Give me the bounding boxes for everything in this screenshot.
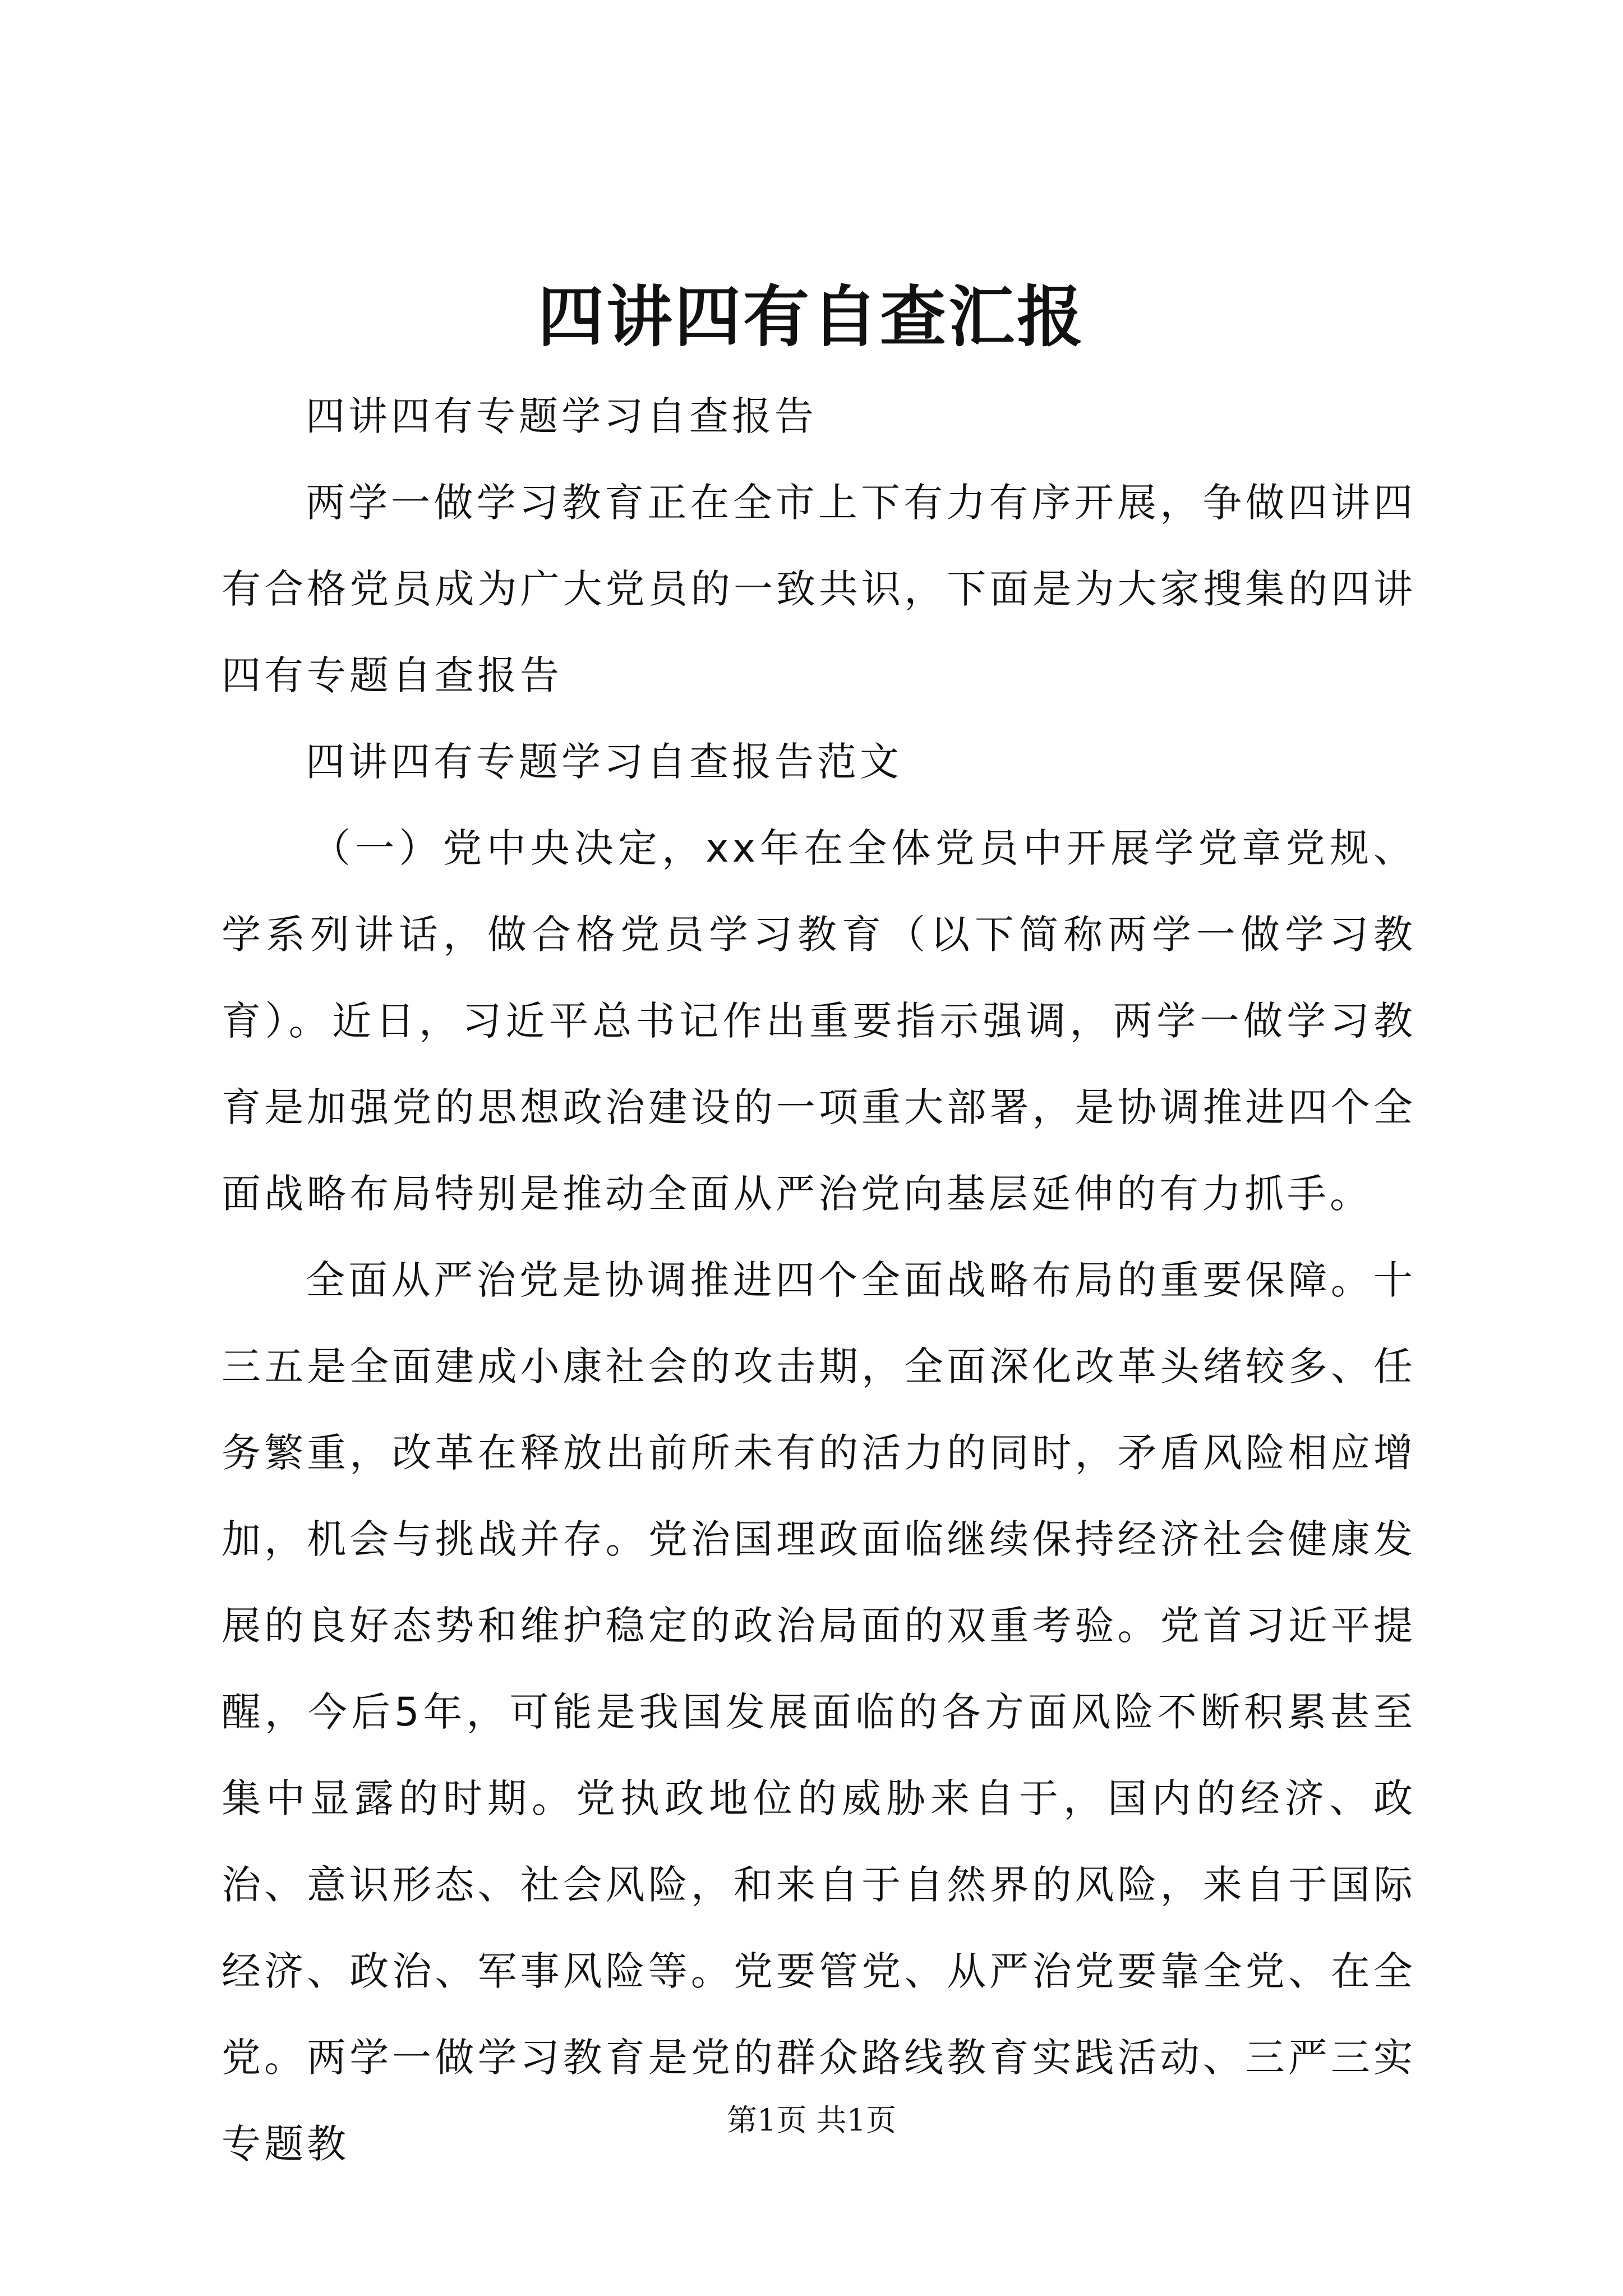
- paragraph-section-one: （一）党中央决定，xx年在全体党员中开展学党章党规、学系列讲话，做合格党员学习教育（以下简称两学一做学习教育）。近日，习近平总书记作出重要指示强调，两学一做学习教育是加强党的思想政治建设的一项重大部署，是协调推进四个全面战略布局特别是推动全面从严治党向基层延伸的有力抓手。: [222, 825, 1416, 1217]
- paragraph-intro: 两学一做学习教育正在全市上下有力有序开展，争做四讲四有合格党员成为广大党员的一致共识，下面是为大家搜集的四讲四有专题自查报告: [222, 480, 1416, 698]
- paragraph-sample-heading: 四讲四有专题学习自查报告范文: [306, 739, 902, 785]
- page-footer: 第1页 共1页: [727, 2102, 896, 2138]
- paragraph-strict-governance: 全面从严治党是协调推进四个全面战略布局的重要保障。十三五是全面建成小康社会的攻击期，全面深化改革头绪较多、任务繁重，改革在释放出前所未有的活力的同时，矛盾风险相应增加，机会与挑战并存。党治国理政面临继续保持经济社会健康发展的良好态势和维护稳定的政治局面的双重考验。党首习近平提醒，今后5年，可能是我国发展面临的各方面风险不断积累甚至集中显露的时期。党执政地位的威胁来自于，国内的经济、政治、意识形态、社会风险，和来自于自然界的风险，来自于国际经济、政治、军事风险等。党要管党、从严治党要靠全党、在全党。两学一做学习教育是党的群众路线教育实践活动、三严三实专题教: [222, 1257, 1416, 2167]
- paragraph-subtitle: 四讲四有专题学习自查报告: [306, 393, 817, 439]
- document-title: 四讲四有自查汇报: [537, 278, 1085, 356]
- document-body: [222, 373, 1416, 2187]
